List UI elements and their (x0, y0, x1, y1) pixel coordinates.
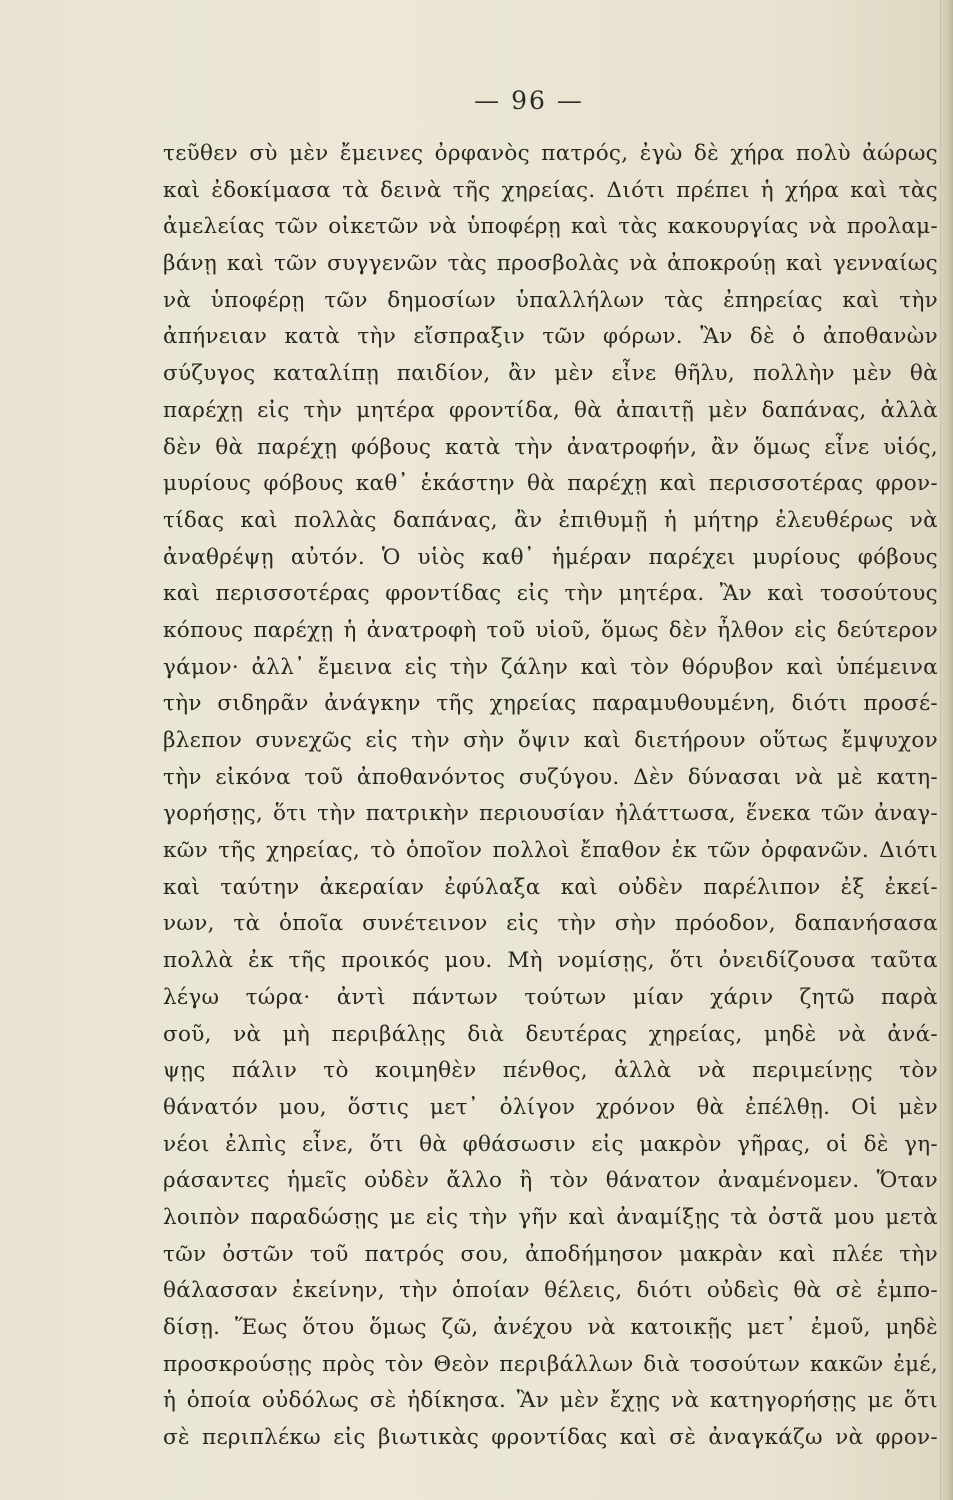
text-line: τῶν ὀστῶν τοῦ πατρός σου, ἀποδήμησον μακρὰν καὶ πλέε τὴν (163, 1241, 938, 1267)
text-line: νὰ ὑποφέρῃ τῶν δημοσίων ὑπαλλήλων τὰς ἐπηρείας καὶ τὴν (163, 287, 938, 313)
text-line: ράσαντες ἡμεῖς οὐδὲν ἄλλο ἢ τὸν θάνατον ἀναμένομεν. Ὅταν (163, 1168, 938, 1194)
text-line: τὴν εἰκόνα τοῦ ἀποθανόντος συζύγου. Δὲν δύνασαι νὰ μὲ κατη- (163, 764, 938, 790)
text-line: καὶ ταύτην ἀκεραίαν ἐφύλαξα καὶ οὐδὲν παρέλιπον ἐξ ἐκεί- (163, 874, 938, 900)
text-line: βλεπον συνεχῶς εἰς τὴν σὴν ὄψιν καὶ διετήρουν οὕτως ἔμψυχον (163, 728, 938, 753)
text-line: παρέχῃ εἰς τὴν μητέρα φροντίδα, θὰ ἀπαιτῇ μὲν δαπάνας, ἀλλὰ (163, 397, 938, 423)
text-line: θάνατόν μου, ὅστις μετ᾽ ὀλίγον χρόνον θὰ ἐπέλθῃ. Οἱ μὲν (163, 1094, 938, 1120)
text-line: καὶ περισσοτέρας φροντίδας εἰς τὴν μητέρα. Ἂν καὶ τοσούτους (163, 581, 938, 607)
text-line: βάνῃ καὶ τῶν συγγενῶν τὰς προσβολὰς νὰ ἀποκρούῃ καὶ γενναίως (163, 251, 938, 277)
page-number: — 96 — (474, 86, 584, 115)
text-line: τὴν σιδηρᾶν ἀνάγκην τῆς χηρείας παραμυθουμένη, διότι προσέ- (163, 691, 938, 717)
text-line: πολλὰ ἐκ τῆς προικός μου. Μὴ νομίσῃς, ὅτι ὀνειδίζουσα ταῦτα (163, 948, 938, 974)
text-line: νων, τὰ ὁποῖα συνέτεινον εἰς τὴν σὴν πρόοδον, δαπανήσασα (163, 911, 938, 937)
text-line: σύζυγος καταλίπῃ παιδίον, ἂν μὲν εἶνε θῆλυ, πολλὴν μὲν θὰ (163, 361, 938, 387)
text-line: τεῦθεν σὺ μὲν ἔμεινες ὀρφανὸς πατρός, ἐγὼ δὲ χήρα πολὺ ἀώρως (163, 141, 938, 166)
text-line: ἀναθρέψῃ αὐτόν. Ὁ υἱὸς καθ᾽ ἡμέραν παρέχει μυρίους φόβους (163, 544, 938, 570)
text-line: γορήσῃς, ὅτι τὴν πατρικὴν περιουσίαν ἠλάττωσα, ἕνεκα τῶν ἀναγ- (163, 801, 938, 827)
text-line: σὲ περιπλέκω εἰς βιωτικὰς φροντίδας καὶ σὲ ἀναγκάζω νὰ φρον- (163, 1425, 938, 1451)
text-line: τίδας καὶ πολλὰς δαπάνας, ἂν ἐπιθυμῇ ἡ μήτηρ ἐλευθέρως νὰ (163, 507, 938, 533)
text-line: κόπους παρέχῃ ἡ ἀνατροφὴ τοῦ υἱοῦ, ὅμως δὲν ἦλθον εἰς δεύτερον (163, 617, 938, 643)
page-edge (940, 0, 953, 1500)
body-text (163, 136, 938, 1457)
text-line: σοῦ, νὰ μὴ περιβάλῃς διὰ δευτέρας χηρείας, μηδὲ νὰ ἀνά- (163, 1021, 938, 1047)
text-line: δὲν θὰ παρέχῃ φόβους κατὰ τὴν ἀνατροφήν, ἂν ὅμως εἶνε υἱός, (163, 434, 938, 460)
text-line: νέοι ἐλπὶς εἶνε, ὅτι θὰ φθάσωσιν εἰς μακρὸν γῆρας, οἱ δὲ γη- (163, 1131, 938, 1157)
text-line: ἡ ὁποία οὐδόλως σὲ ἠδίκησα. Ἂν μὲν ἔχῃς νὰ κατηγορήσῃς με ὅτι (163, 1388, 938, 1414)
text-line: μυρίους φόβους καθ᾽ ἑκάστην θὰ παρέχῃ καὶ περισσοτέρας φρον- (163, 471, 938, 497)
text-line: λέγω τώρα· ἀντὶ πάντων τούτων μίαν χάριν ζητῶ παρὰ (163, 984, 938, 1010)
text-line: λοιπὸν παραδώσῃς με εἰς τὴν γῆν καὶ ἀναμίξῃς τὰ ὀστᾶ μου μετὰ (163, 1204, 938, 1230)
text-line: ἀπήνειαν κατὰ τὴν εἴσπραξιν τῶν φόρων. Ἂν δὲ ὁ ἀποθανὼν (163, 324, 938, 350)
text-line: ἀμελείας τῶν οἰκετῶν νὰ ὑποφέρῃ καὶ τὰς κακουργίας νὰ προλαμ- (163, 214, 938, 240)
text-line: δίσῃ. Ἕως ὅτου ὅμως ζῶ, ἀνέχου νὰ κατοικῇς μετ᾽ ἐμοῦ, μηδὲ (163, 1315, 938, 1340)
text-line: γάμον· ἀλλ᾽ ἔμεινα εἰς τὴν ζάλην καὶ τὸν θόρυβον καὶ ὑπέμεινα (163, 654, 938, 680)
text-line: προσκρούσῃς πρὸς τὸν Θεὸν περιβάλλων διὰ τοσούτων κακῶν ἐμέ, (163, 1351, 938, 1377)
text-line: θάλασσαν ἐκείνην, τὴν ὁποίαν θέλεις, διότι οὐδεὶς θὰ σὲ ἐμπο- (163, 1278, 938, 1304)
text-line: ψῃς πάλιν τὸ κοιμηθὲν πένθος, ἀλλὰ νὰ περιμείνῃς τὸν (163, 1058, 938, 1084)
text-line: καὶ ἐδοκίμασα τὰ δεινὰ τῆς χηρείας. Διότι πρέπει ἡ χήρα καὶ τὰς (163, 177, 938, 203)
text-line: κῶν τῆς χηρείας, τὸ ὁποῖον πολλοὶ ἔπαθον ἐκ τῶν ὀρφανῶν. Διότι (163, 838, 938, 864)
